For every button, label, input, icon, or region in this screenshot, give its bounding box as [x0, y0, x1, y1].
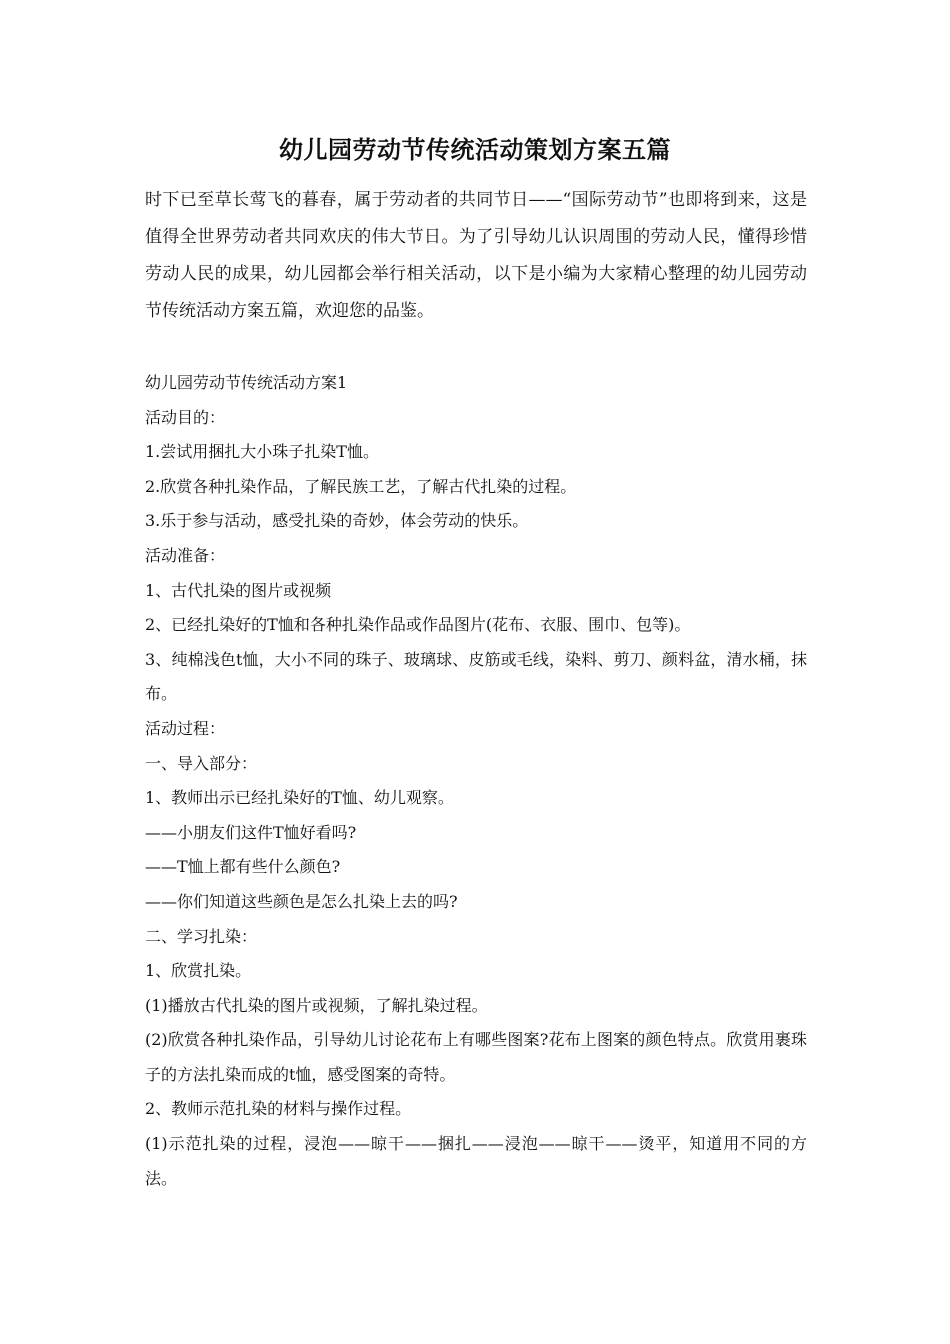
- document-title: 幼儿园劳动节传统活动策划方案五篇: [279, 135, 671, 164]
- preparation-item: 3、纯棉浅色t恤，大小不同的珠子、玻璃球、皮筋或毛线，染料、剪刀、颜料盆，清水桶，抹布。: [145, 649, 807, 704]
- heading-activity-preparation: 活动准备：: [145, 545, 226, 565]
- process-subitem: (1)播放古代扎染的图片或视频，了解扎染过程。: [145, 995, 488, 1015]
- process-subitem: (2)欣赏各种扎染作品，引导幼儿讨论花布上有哪些图案?花布上图案的颜色特点。欣赏用裹珠子的方法扎染而成的t恤，感受图案的奇特。: [145, 1030, 807, 1084]
- process-item: 2、教师示范扎染的材料与操作过程。: [145, 1099, 412, 1119]
- document-body: [145, 366, 807, 1196]
- process-subitem: (1)示范扎染的过程，浸泡——晾干——捆扎——浸泡——晾干——烫平，知道用不同的方法。: [145, 1134, 807, 1188]
- question-line: ——你们知道这些颜色是怎么扎染上去的吗?: [145, 891, 458, 911]
- process-item: 1、教师出示已经扎染好的T恤、幼儿观察。: [145, 788, 454, 808]
- preparation-item: 1、古代扎染的图片或视频: [145, 580, 332, 600]
- goal-item: 3.乐于参与活动，感受扎染的奇妙，体会劳动的快乐。: [145, 511, 529, 531]
- subheading-learn-tie-dye: 二、学习扎染：: [145, 926, 258, 946]
- question-line: ——小朋友们这件T恤好看吗?: [145, 822, 357, 842]
- section-heading-plan-1: 幼儿园劳动节传统活动方案1: [145, 373, 348, 392]
- intro-paragraph: 时下已至草长莺飞的暮春，属于劳动者的共同节日——“国际劳动节”也即将到来，这是值得全世界劳动者共同欢庆的伟大节日。为了引导幼儿认识周围的劳动人民，懂得珍惜劳动人民的成果，幼儿园都会举行相关活动，以下是小编为大家精心整理的幼儿园劳动节传统活动方案五篇，欢迎您的品鉴。: [145, 190, 807, 321]
- process-item: 1、欣赏扎染。: [145, 961, 252, 981]
- question-line: ——T恤上都有些什么颜色?: [145, 857, 341, 877]
- subheading-introduction: 一、导入部分：: [145, 753, 258, 773]
- goal-item: 1.尝试用捆扎大小珠子扎染T恤。: [145, 442, 379, 462]
- preparation-item: 2、已经扎染好的T恤和各种扎染作品或作品图片(花布、衣服、围巾、包等)。: [145, 615, 691, 635]
- heading-activity-goals: 活动目的：: [145, 407, 226, 427]
- heading-activity-process: 活动过程：: [145, 718, 226, 738]
- goal-item: 2.欣赏各种扎染作品，了解民族工艺，了解古代扎染的过程。: [145, 476, 577, 496]
